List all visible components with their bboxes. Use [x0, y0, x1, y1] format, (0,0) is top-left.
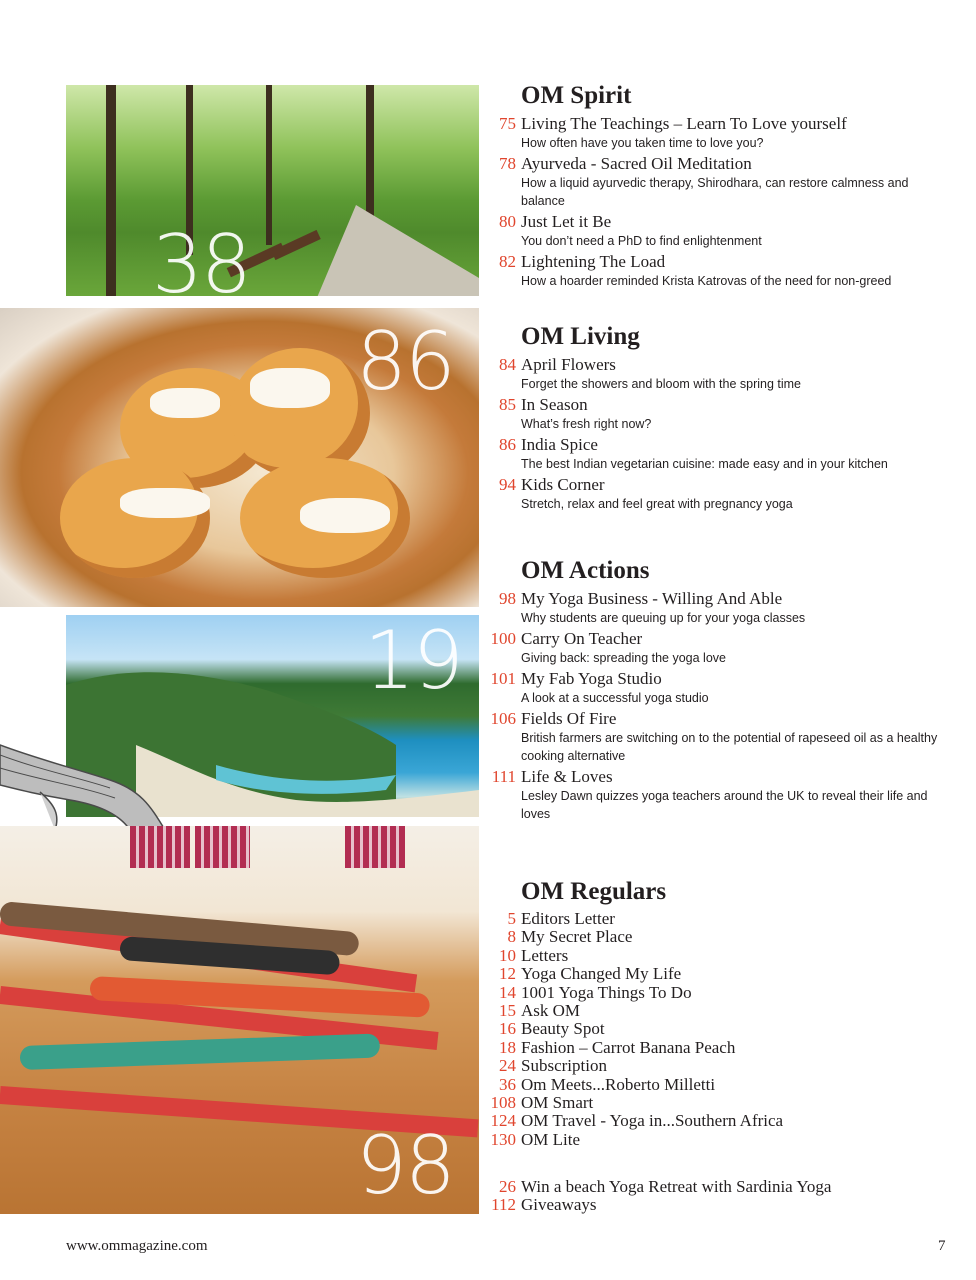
entry-description: The best Indian vegetarian cuisine: made easy and in your kitchen	[521, 457, 888, 471]
entry-description: Stretch, relax and feel great with pregnancy yoga	[521, 497, 793, 511]
entry-title: My Fab Yoga Studio	[521, 669, 662, 688]
page-number: 18	[499, 1037, 516, 1057]
toc-entry[interactable]	[486, 669, 946, 709]
page-number: 100	[490, 629, 516, 648]
section-extra-entries	[486, 1178, 946, 1215]
page-number: 24	[499, 1056, 516, 1076]
entry-description: Why students are queuing up for your yoga classes	[521, 611, 806, 625]
entry-title: Carry On Teacher	[521, 629, 643, 648]
entry-description: Lesley Dawn quizzes yoga teachers around the UK to reveal their life and loves	[521, 789, 928, 821]
entry-title: Just Let it Be	[521, 212, 612, 231]
toc-entry[interactable]	[486, 767, 946, 825]
toc-entry[interactable]	[486, 475, 946, 515]
section-om-living	[486, 323, 946, 515]
page-number: 106	[490, 709, 516, 728]
toc-entry[interactable]	[486, 984, 946, 1002]
toc-entry[interactable]	[486, 1002, 946, 1020]
entry-title: In Season	[521, 395, 588, 414]
entry-description: Giving back: spreading the yoga love	[521, 651, 726, 665]
toc-entry[interactable]	[486, 1131, 946, 1149]
page-number: 111	[491, 767, 516, 786]
entry-title: Editors Letter	[521, 909, 615, 928]
page-number: 86	[499, 435, 516, 454]
page-number: 98	[499, 589, 516, 608]
entry-description: What’s fresh right now?	[521, 417, 652, 431]
yoga-class-photo	[0, 826, 479, 1214]
toc-entry[interactable]	[486, 1178, 946, 1196]
entry-title: Om Meets...Roberto Milletti	[521, 1074, 716, 1094]
entry-title: OM Lite	[521, 1129, 581, 1149]
page-number: 78	[499, 154, 516, 173]
toc-entry[interactable]	[486, 154, 946, 212]
toc-entry[interactable]	[486, 709, 946, 767]
entry-title: Beauty Spot	[521, 1019, 605, 1039]
page-number: 12	[499, 964, 516, 984]
entry-title: Ask OM	[521, 1001, 581, 1021]
entry-title: 1001 Yoga Things To Do	[521, 982, 692, 1002]
page-number: 82	[499, 252, 516, 271]
entry-title: Living The Teachings – Learn To Love yourself	[521, 114, 847, 133]
page-number: 112	[491, 1195, 516, 1215]
entry-title: Life & Loves	[521, 767, 613, 786]
section-om-actions	[486, 557, 946, 825]
yoga-photo-number: 98	[356, 1119, 454, 1212]
toc-entry[interactable]	[486, 114, 946, 154]
page-number: 130	[490, 1129, 516, 1149]
toc-entry[interactable]	[486, 1057, 946, 1075]
section-om-regulars	[486, 878, 946, 1149]
page-number: 94	[499, 475, 516, 494]
branch-illustration	[0, 720, 170, 830]
page-number: 8	[507, 927, 516, 947]
section-title: OM Regulars	[521, 878, 667, 905]
toc-entry[interactable]	[486, 947, 946, 965]
toc-entry[interactable]	[486, 212, 946, 252]
page-number: 84	[499, 355, 516, 374]
entry-title: India Spice	[521, 435, 598, 454]
section-om-spirit	[486, 82, 946, 292]
entry-description: You don’t need a PhD to find enlightenment	[521, 234, 762, 248]
toc-entry[interactable]	[486, 928, 946, 946]
footer-url[interactable]: www.ommagazine.com	[66, 1238, 208, 1254]
toc-entry[interactable]	[486, 910, 946, 928]
toc-entry[interactable]	[486, 252, 946, 292]
entry-description: A look at a successful yoga studio	[521, 691, 709, 705]
entry-title: Yoga Changed My Life	[521, 964, 682, 984]
toc-entry[interactable]	[486, 965, 946, 983]
page-number: 85	[499, 395, 516, 414]
sea-photo-number: 19	[364, 615, 462, 707]
page-number: 16	[499, 1019, 516, 1039]
entry-title: Letters	[521, 945, 569, 965]
page-number: 80	[499, 212, 516, 231]
entry-description: How a hoarder reminded Krista Katrovas of the need for non-greed	[521, 274, 892, 288]
food-photo	[0, 308, 479, 607]
entry-title: My Yoga Business - Willing And Able	[521, 589, 783, 608]
food-photo-number: 86	[356, 315, 454, 408]
entry-title: OM Travel - Yoga in...Southern Africa	[521, 1111, 784, 1131]
entry-description: British farmers are switching on to the potential of rapeseed oil as a healthy cooking alternative	[521, 731, 938, 763]
entry-title: Subscription	[521, 1056, 607, 1076]
toc-entry[interactable]	[486, 629, 946, 669]
page-number: 14	[499, 982, 516, 1002]
page-number: 124	[490, 1111, 516, 1131]
toc-entry[interactable]	[486, 589, 946, 629]
entry-title: Kids Corner	[521, 475, 605, 494]
entry-title: Ayurveda - Sacred Oil Meditation	[521, 154, 752, 173]
page-number: 108	[490, 1093, 516, 1113]
toc-entry[interactable]	[486, 1094, 946, 1112]
page-number: 15	[499, 1001, 516, 1021]
park-photo-number: 38	[152, 218, 250, 296]
entry-title: Fashion – Carrot Banana Peach	[521, 1037, 736, 1057]
entry-title: Lightening The Load	[521, 252, 666, 271]
toc-entry[interactable]	[486, 1039, 946, 1057]
toc-entry[interactable]	[486, 395, 946, 435]
section-title: OM Living	[521, 323, 640, 350]
entry-title: April Flowers	[521, 355, 616, 374]
entry-description: How often have you taken time to love you?	[521, 136, 764, 150]
toc-entry[interactable]	[486, 435, 946, 475]
entry-title: Giveaways	[521, 1195, 597, 1215]
toc-entry[interactable]	[486, 355, 946, 395]
entry-title: OM Smart	[521, 1093, 594, 1113]
page-number: 5	[507, 909, 516, 928]
park-photo	[66, 85, 479, 296]
footer-page-number: 7	[938, 1238, 946, 1254]
entry-title: My Secret Place	[521, 927, 633, 947]
toc-entry[interactable]	[486, 1196, 946, 1214]
entry-title: Win a beach Yoga Retreat with Sardinia Yoga	[521, 1177, 832, 1196]
section-title: OM Actions	[521, 557, 650, 584]
page-number: 36	[499, 1074, 516, 1094]
section-title: OM Spirit	[521, 82, 632, 109]
page-number: 75	[499, 114, 516, 133]
page-number: 26	[499, 1177, 516, 1196]
toc-entry[interactable]	[486, 1112, 946, 1130]
page-number: 10	[499, 945, 516, 965]
entry-title: Fields Of Fire	[521, 709, 617, 728]
entry-description: Forget the showers and bloom with the spring time	[521, 377, 801, 391]
page-number: 101	[490, 669, 516, 688]
toc-entry[interactable]	[486, 1076, 946, 1094]
entry-description: How a liquid ayurvedic therapy, Shirodhara, can restore calmness and balance	[521, 176, 909, 208]
toc-entry[interactable]	[486, 1020, 946, 1038]
